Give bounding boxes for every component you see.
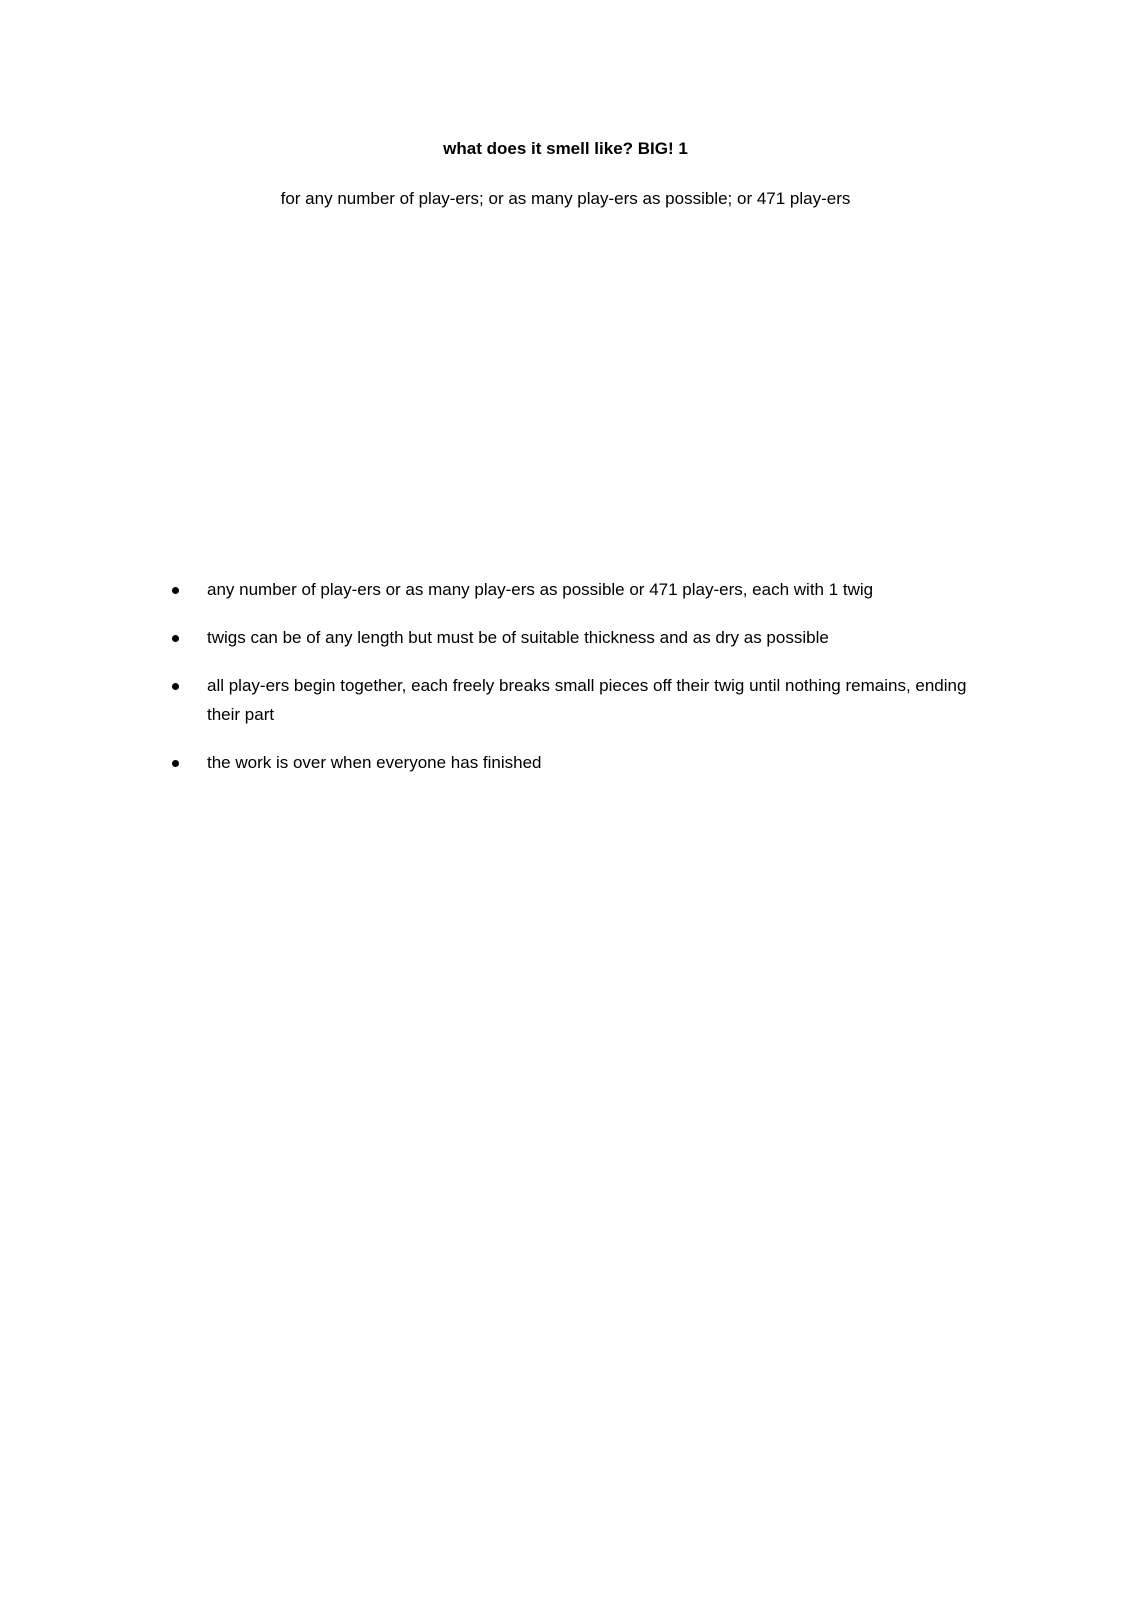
list-item [172,671,972,729]
bullet-icon [172,683,179,690]
document-subtitle: for any number of play-ers; or as many play-ers as possible; or 471 play-ers [280,189,851,208]
rule-text: all play-ers begin together, each freely breaks small pieces off their twig until nothing remains, ending their part [207,676,967,724]
rule-text: twigs can be of any length but must be of suitable thickness and as dry as possible [207,628,829,647]
rule-text: any number of play-ers or as many play-ers as possible or 471 play-ers, each with 1 twig [207,580,874,599]
bullet-icon [172,587,179,594]
list-item [172,575,972,604]
document-title: what does it smell like? BIG! 1 [443,139,688,158]
rules-list [172,575,972,796]
bullet-icon [172,760,179,767]
rule-text: the work is over when everyone has finished [207,753,542,772]
list-item [172,748,972,777]
bullet-icon [172,635,179,642]
list-item [172,623,972,652]
